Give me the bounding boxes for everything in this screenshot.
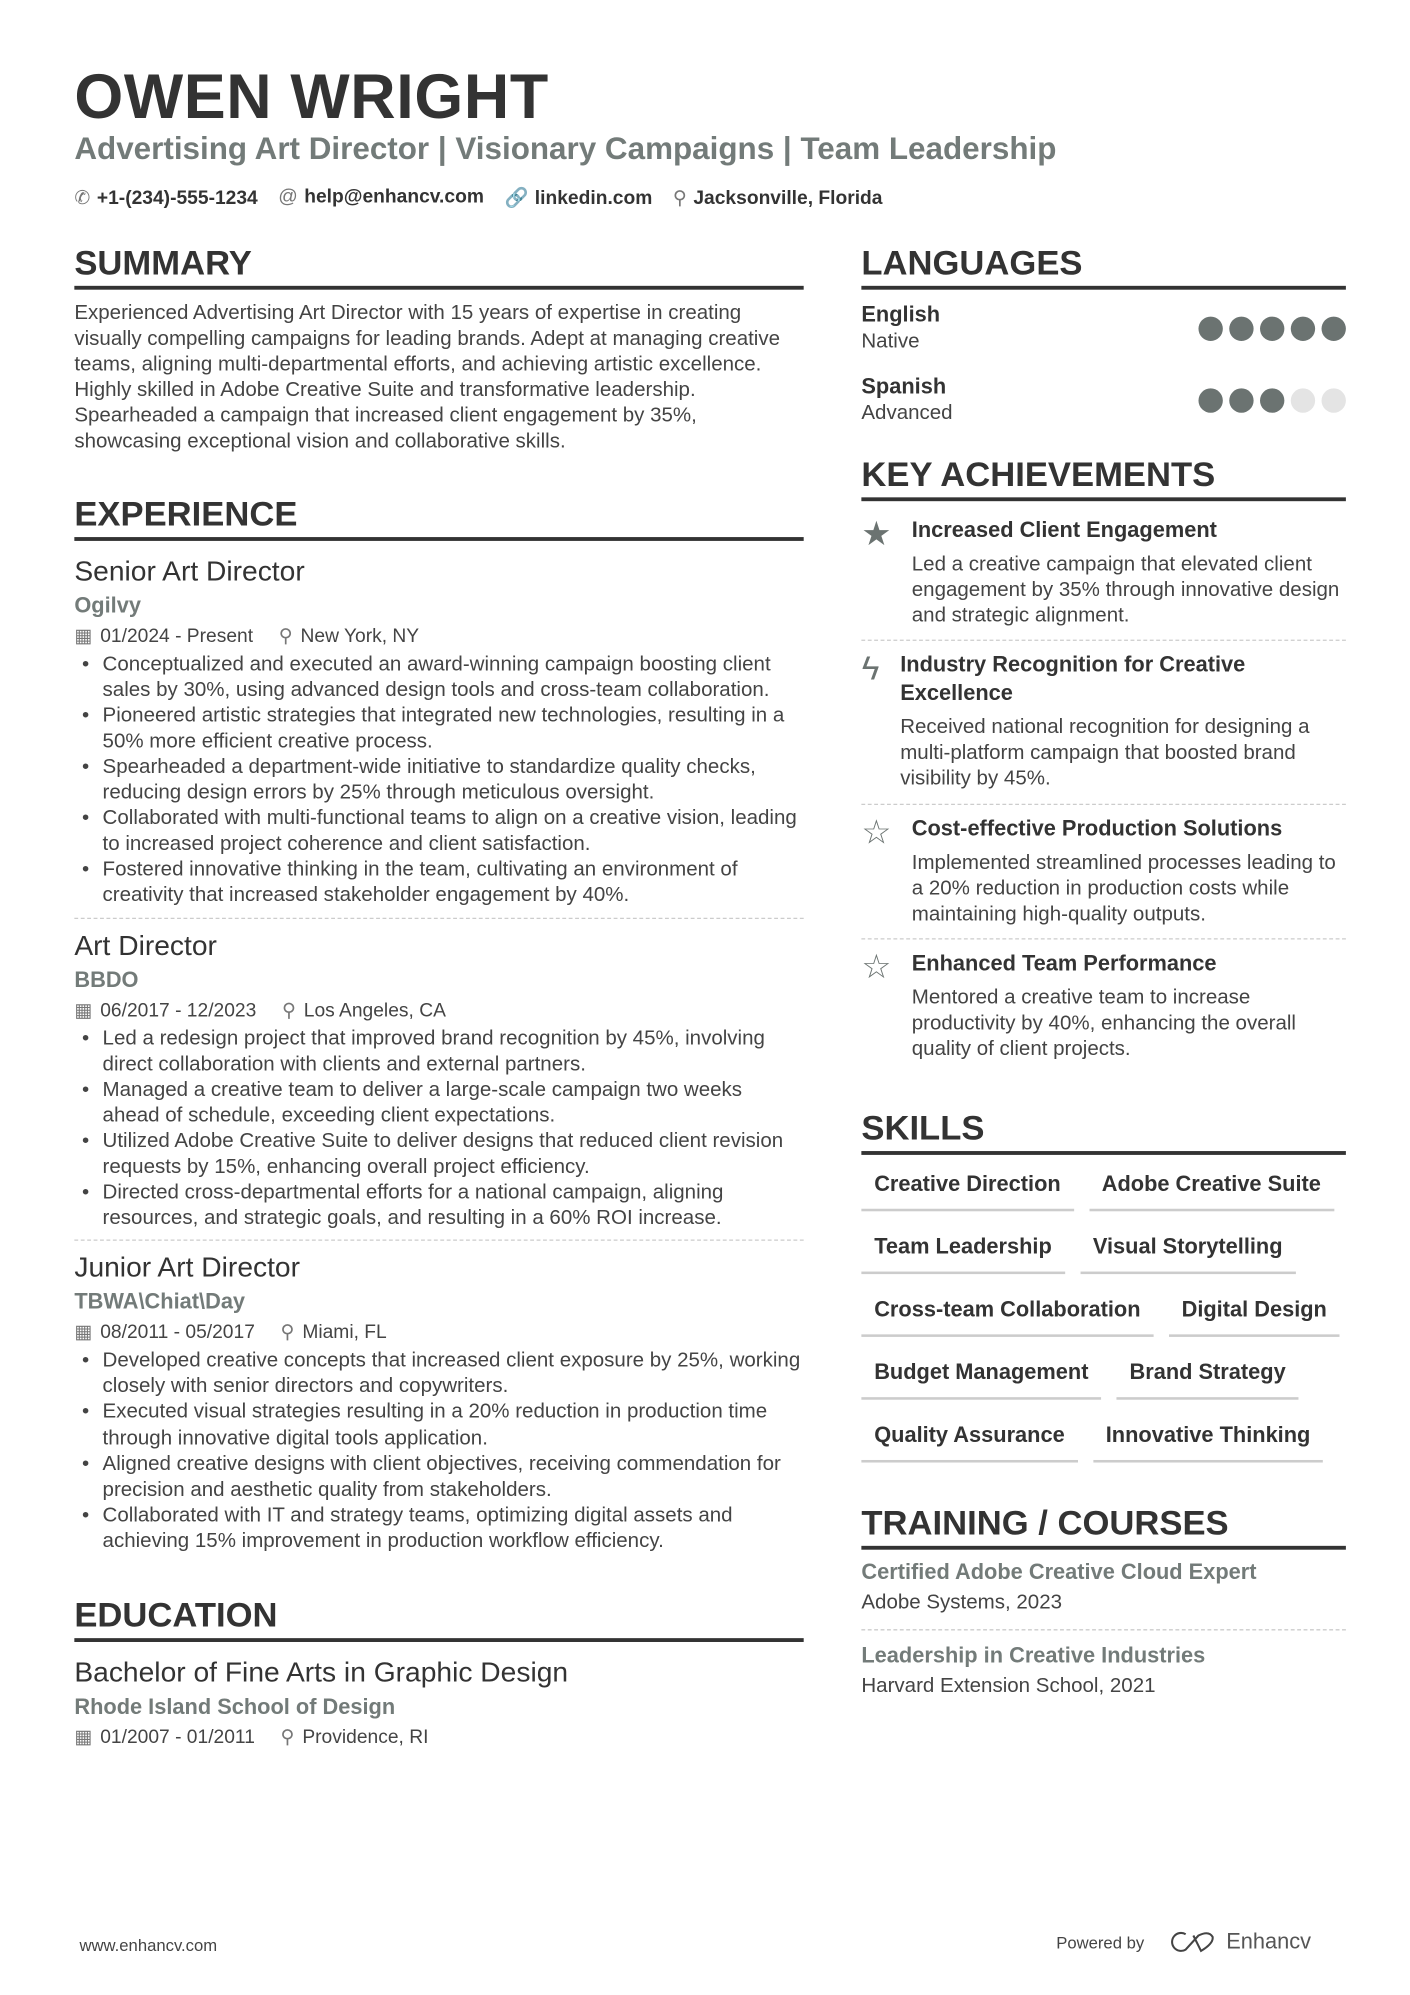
calendar-icon: ▦	[74, 999, 93, 1021]
job-meta	[74, 995, 803, 1026]
skills-section	[861, 1106, 1346, 1462]
calendar-icon: ▦	[74, 1321, 93, 1344]
bullet-item: • Spearheaded a department-wide initiative to standardize quality checks, reducing design errors by 25% through meticulous oversight.	[74, 755, 803, 807]
contact-text: +1-(234)-555-1234	[96, 187, 258, 209]
bullet-item: • Developed creative concepts that increased client exposure by 25%, working closely with senior directors and copywriters.	[74, 1349, 803, 1401]
job-location	[279, 621, 419, 652]
languages-section	[861, 241, 1346, 427]
bullet-item: • Collaborated with multi-functional teams to align on a creative vision, leading to increased project coherence and client satisfaction.	[74, 806, 803, 858]
language-name: Spanish	[861, 374, 947, 399]
edu-location	[281, 1723, 429, 1754]
course-provider: Harvard Extension School, 2021	[861, 1675, 1156, 1698]
achievement-title: Industry Recognition for Creative Excellence	[900, 652, 1246, 706]
contact-item[interactable]	[673, 186, 883, 209]
location-icon: ⚲	[672, 187, 687, 209]
achievement-item	[861, 641, 1346, 804]
section-heading: EDUCATION	[74, 1593, 803, 1642]
candidate-headline: Advertising Art Director | Visionary Campaigns | Team Leadership	[74, 132, 1057, 167]
summary-section	[74, 241, 803, 456]
location-icon: ⚲	[278, 624, 293, 647]
experience-entry	[74, 552, 803, 919]
job-title: Junior Art Director	[74, 1251, 301, 1284]
calendar-icon: ▦	[74, 624, 93, 647]
rating-dot	[1198, 388, 1222, 412]
job-title: Senior Art Director	[74, 554, 305, 587]
location-text: Miami, FL	[302, 1321, 387, 1344]
contact-text: Jacksonville, Florida	[693, 187, 883, 209]
rating-dot	[1291, 388, 1315, 412]
section-heading: SUMMARY	[74, 241, 803, 290]
skill-tag: Visual Storytelling	[1080, 1226, 1295, 1275]
achievement-text	[912, 950, 1346, 1063]
star-outline-icon: ☆	[861, 812, 892, 851]
left-column	[74, 241, 803, 1769]
rating-dot	[1229, 316, 1253, 340]
contact-bar	[74, 186, 882, 209]
achievement-item	[861, 506, 1346, 641]
school-name: Rhode Island School of Design	[74, 1694, 396, 1719]
dates-text: 08/2011 - 05/2017	[100, 1321, 255, 1344]
job-dates	[74, 1318, 255, 1349]
rating-dot	[1260, 316, 1284, 340]
achievement-title: Enhanced Team Performance	[911, 950, 1217, 976]
language-level: Advanced	[861, 402, 953, 425]
link-icon: 🔗	[504, 187, 529, 209]
skill-tag: Creative Direction	[861, 1163, 1073, 1212]
location-icon: ⚲	[280, 1321, 295, 1344]
bullet-list	[74, 652, 803, 910]
experience-section	[74, 492, 803, 1563]
bullet-item: • Led a redesign project that improved brand recognition by 45%, involving direct collaboration with clients and external partners.	[74, 1026, 803, 1078]
skill-tag: Team Leadership	[861, 1226, 1064, 1275]
rating-dot	[1322, 388, 1346, 412]
rating-dot	[1260, 388, 1284, 412]
candidate-name: OWEN WRIGHT	[74, 62, 549, 133]
course-item	[861, 1558, 1346, 1631]
education-meta	[74, 1723, 803, 1754]
phone-icon: ✆	[74, 187, 91, 209]
skill-tag: Cross-team Collaboration	[861, 1288, 1153, 1337]
bullet-item: • Collaborated with IT and strategy teams, optimizing digital assets and achieving 15% improvement in production workflow efficiency.	[74, 1503, 803, 1555]
lightning-icon: ϟ	[861, 648, 880, 688]
footer-website[interactable]: www.enhancv.com	[79, 1935, 218, 1955]
course-item	[861, 1641, 1346, 1713]
language-name: English	[861, 302, 941, 327]
experience-entry	[74, 1249, 803, 1563]
bullet-item: • Aligned creative designs with client objectives, receiving commendation for precision and aesthetic quality from stakeholders.	[74, 1452, 803, 1504]
achievement-description: Received national recognition for designing a multi-platform campaign that boosted brand visibility by 45%.	[900, 716, 1310, 791]
section-heading: SKILLS	[861, 1106, 1346, 1155]
achievement-text	[900, 652, 1346, 793]
bullet-list	[74, 1349, 803, 1555]
bullet-item: • Managed a creative team to deliver a large-scale campaign two weeks ahead of schedule, exceeding client expectations.	[74, 1078, 803, 1130]
achievement-description: Led a creative campaign that elevated client engagement by 35% through innovative design and strategic alignment.	[911, 553, 1340, 628]
job-dates	[74, 995, 256, 1026]
bullet-item: • Pioneered artistic strategies that integrated new technologies, resulting in a 50% more efficient creative process.	[74, 703, 803, 755]
course-title: Certified Adobe Creative Cloud Expert	[861, 1560, 1257, 1585]
experience-entry	[74, 926, 803, 1241]
right-column	[861, 241, 1346, 1723]
company-name: BBDO	[74, 967, 139, 992]
enhancv-logo	[1170, 1929, 1311, 1955]
section-heading: TRAINING / COURSES	[861, 1501, 1346, 1550]
achievement-text	[912, 815, 1346, 928]
enhancv-brand: Enhancv	[1226, 1929, 1312, 1954]
bullet-list	[74, 1026, 803, 1232]
achievement-description: Implemented streamlined processes leading to a 20% reduction in production costs while maintaining high-quality outputs.	[911, 851, 1336, 926]
star-filled-icon: ★	[861, 514, 892, 553]
skill-tag: Innovative Thinking	[1093, 1414, 1323, 1463]
job-title: Art Director	[74, 928, 217, 961]
skill-tag: Adobe Creative Suite	[1089, 1163, 1334, 1212]
achievement-title: Cost-effective Production Solutions	[911, 815, 1283, 841]
rating-dot	[1322, 316, 1346, 340]
achievements-section	[861, 452, 1346, 1073]
section-heading: EXPERIENCE	[74, 492, 803, 541]
section-heading: LANGUAGES	[861, 241, 1346, 290]
contact-item[interactable]	[504, 186, 652, 209]
dates-text: 06/2017 - 12/2023	[100, 999, 257, 1021]
dates-text: 01/2024 - Present	[100, 624, 254, 647]
location-icon: ⚲	[281, 999, 297, 1021]
language-level: Native	[861, 330, 920, 353]
job-meta	[74, 1318, 803, 1349]
job-meta	[74, 621, 803, 652]
language-item	[861, 373, 1346, 427]
achievement-title: Increased Client Engagement	[911, 517, 1217, 543]
at-icon: @	[278, 185, 298, 208]
powered-by-label: Powered by	[1056, 1932, 1145, 1952]
bullet-item: • Directed cross-departmental efforts for a national campaign, aligning resources, and strategic goals, and resulting in a 60% ROI increase.	[74, 1181, 803, 1233]
star-outline-icon: ☆	[861, 947, 892, 986]
achievement-text	[912, 517, 1346, 630]
location-icon: ⚲	[280, 1726, 295, 1749]
bullet-item: • Conceptualized and executed an award-winning campaign boosting client sales by 30%, using advanced design tools and cross-team collaboration.	[74, 652, 803, 704]
summary-text: Experienced Advertising Art Director with 15 years of expertise in creating visually compelling campaigns for leading brands. Adept at managing creative teams, aligning multi-departmental efforts, and achieving artistic excellence. Highly skilled in Adobe Creative Suite and transformative leadership. Spearheaded a campaign that increased client engagement by 35%, showcasing exceptional vision and collaborative skills.	[74, 302, 781, 454]
enhancv-logo-icon	[1170, 1930, 1216, 1953]
bullet-item: • Utilized Adobe Creative Suite to deliver designs that reduced client revision requests by 15%, enhancing overall project efficiency.	[74, 1129, 803, 1181]
company-name: TBWA\Chiat\Day	[74, 1289, 246, 1315]
location-text: Providence, RI	[302, 1726, 429, 1749]
language-item	[861, 301, 1346, 355]
skill-tag: Budget Management	[861, 1351, 1101, 1400]
job-location	[282, 995, 446, 1026]
section-heading: KEY ACHIEVEMENTS	[861, 452, 1346, 501]
rating-dot	[1291, 316, 1315, 340]
location-text: Los Angeles, CA	[303, 999, 446, 1021]
calendar-icon: ▦	[74, 1726, 93, 1749]
training-section	[861, 1501, 1346, 1712]
contact-item[interactable]	[278, 186, 484, 209]
bullet-item: • Fostered innovative thinking in the team, cultivating an environment of creativity that increased stakeholder engagement by 40%.	[74, 858, 803, 910]
footer-branding	[1056, 1929, 1311, 1955]
job-location	[281, 1318, 387, 1349]
achievement-item	[861, 804, 1346, 939]
proficiency-rating	[1198, 316, 1345, 340]
rating-dot	[1229, 388, 1253, 412]
course-title: Leadership in Creative Industries	[861, 1643, 1206, 1668]
proficiency-rating	[1198, 388, 1345, 412]
contact-text: help@enhancv.com	[304, 185, 484, 208]
company-name: Ogilvy	[74, 592, 141, 618]
course-provider: Adobe Systems, 2023	[861, 1592, 1063, 1614]
achievement-description: Mentored a creative team to increase productivity by 40%, enhancing the overall quality of client projects.	[911, 986, 1296, 1061]
skill-tag: Digital Design	[1169, 1288, 1340, 1337]
skill-tag: Quality Assurance	[861, 1414, 1077, 1463]
education-section	[74, 1593, 803, 1761]
contact-text: linkedin.com	[534, 187, 653, 209]
language-text	[861, 373, 952, 427]
bullet-item: • Executed visual strategies resulting in a 20% reduction in production time through innovative digital tools application.	[74, 1400, 803, 1452]
location-text: New York, NY	[300, 624, 420, 647]
rating-dot	[1198, 316, 1222, 340]
dates-text: 01/2007 - 01/2011	[100, 1726, 255, 1749]
education-entry	[74, 1654, 803, 1762]
language-text	[861, 301, 940, 355]
job-dates	[74, 621, 253, 652]
skill-tag: Brand Strategy	[1117, 1351, 1299, 1400]
degree: Bachelor of Fine Arts in Graphic Design	[74, 1656, 569, 1689]
edu-dates	[74, 1723, 255, 1754]
achievement-item	[861, 939, 1346, 1073]
contact-item[interactable]	[74, 186, 257, 209]
